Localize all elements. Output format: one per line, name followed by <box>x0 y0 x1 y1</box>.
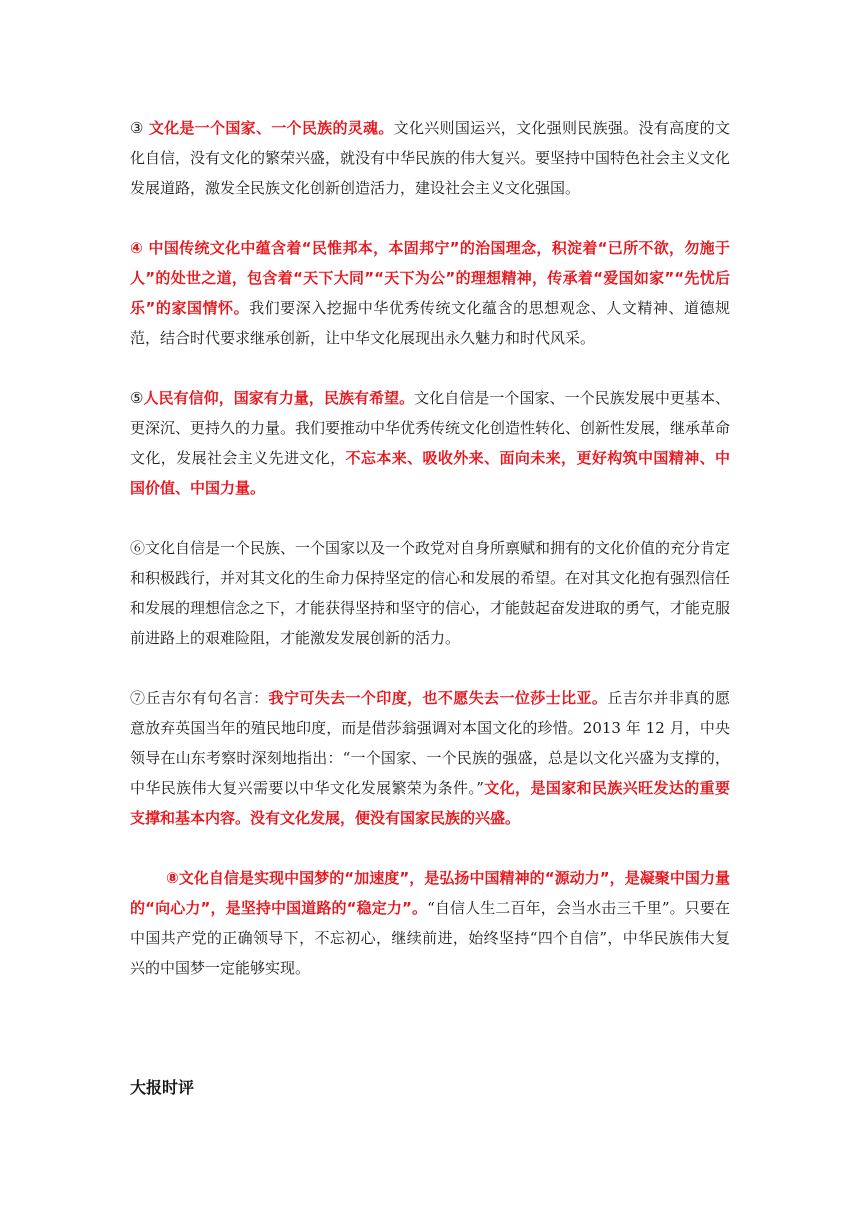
paragraph-5 <box>130 383 730 503</box>
body-text: “自信人生二百年，会当水击三千里”。只要在中国共产党的正确领导下，不忘初心，继续前进，始终坚持“四个自信”，中华民族伟大复兴的中国梦一定能够实现。 <box>130 899 730 977</box>
paragraph-8 <box>130 863 730 983</box>
section-gap <box>130 983 730 1073</box>
section-heading: 大报时评 <box>130 1078 195 1097</box>
body-text: ⑦丘吉尔有句名言： <box>130 689 269 707</box>
body-text: 文化兴则国运兴，文化强则民族强。没有高度的文化自信，没有文化的繁荣兴盛，就没有中华民族的伟大复兴。要坚持中国特色社会主义文化发展道路，激发全民族文化创新创造活力，建设社会主义文化强国。 <box>130 119 731 197</box>
body-text: 我们要深入挖掘中华优秀传统文化蕴含的思想观念、人文精神、道德规范，结合时代要求继承创新，让中华文化展现出永久魅力和时代风采。 <box>130 299 731 347</box>
paragraph-7 <box>130 683 730 833</box>
highlighted-text: 我宁可失去一个印度，也不愿失去一位莎士比亚。 <box>268 689 608 707</box>
highlighted-text: ⑧文化自信是实现中国梦的“加速度”，是弘扬中国精神的“源动力”，是凝聚中国力量的“向心力”，是坚持中国道路的“稳定力”。 <box>130 869 730 917</box>
paragraph-4 <box>130 233 730 353</box>
paragraph-gap <box>130 503 730 533</box>
body-text: 丘吉尔并非真的愿意放弃英国当年的殖民地印度，而是借莎翁强调对本国文化的珍惜。2013 年 12 月，中央领导在山东考察时深刻地指出：“一个国家、一个民族的强盛，总是以文化兴盛为支撑的，中华民族伟大复兴需要以中华文化发展繁荣为条件。” <box>130 689 730 797</box>
paragraph-gap <box>130 353 730 383</box>
paragraph-3 <box>130 113 730 203</box>
highlighted-text: 不忘本来、吸收外来、面向未来，更好构筑中国精神、中国价值、中国力量。 <box>130 449 730 497</box>
highlighted-text: 文化是一个国家、一个民族的灵魂。 <box>148 119 394 137</box>
paragraph-gap <box>130 833 730 863</box>
paragraph-number: ⑤ <box>130 389 144 407</box>
highlighted-text: ④ 中国传统文化中蕴含着“民惟邦本，本固邦宁”的治国理念，积淀着“已所不欲，勿施于人”的处世之道，包含着“天下大同”“天下为公”的理想精神，传承着“爱国如家”“先忧后乐”的家国情怀。 <box>130 239 730 317</box>
highlighted-text: 人民有信仰，国家有力量，民族有希望。 <box>143 389 415 407</box>
paragraph-gap <box>130 203 730 233</box>
body-text: ⑥文化自信是一个民族、一个国家以及一个政党对自身所禀赋和拥有的文化价值的充分肯定和积极践行，并对其文化的生命力保持坚定的信心和发展的希望。在对其文化抱有强烈信任和发展的理想信念之下，才能获得坚持和坚守的信心，才能鼓起奋发进取的勇气，才能克服前进路上的艰难险阻，才能激发发展创新的活力。 <box>130 539 731 647</box>
document-page <box>130 113 730 1103</box>
paragraph-gap <box>130 653 730 683</box>
highlighted-text: 文化，是国家和民族兴旺发达的重要支撑和基本内容。没有文化发展，便没有国家民族的兴盛。 <box>130 779 731 827</box>
paragraph-6 <box>130 533 730 653</box>
body-text: 文化自信是一个国家、一个民族发展中更基本、更深沉、更持久的力量。我们要推动中华优秀传统文化创造性转化、创新性发展，继承革命文化，发展社会主义先进文化， <box>130 389 731 467</box>
paragraph-number: ③ <box>130 119 149 137</box>
